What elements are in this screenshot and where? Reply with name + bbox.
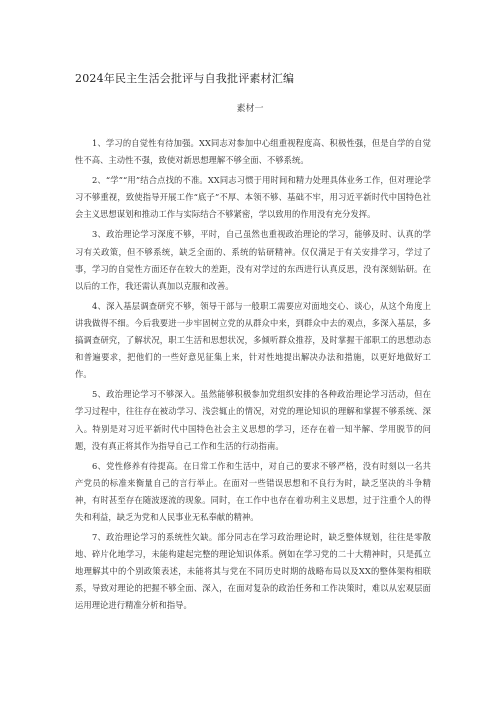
paragraph-5: 5、政治理论学习不够深入。虽然能够积极参加党组织安排的各种政治理论学习活动，但在学习过程中，往往存在被动学习、浅尝辄止的情况，对党的理论知识的理解和掌握不够系统、深入。特别是对习近平新时代中国特色社会主义思想的学习，还存在着一知半解、学用脱节的问题，没有真正将其作为指导自己工作和生活的行动指南。 — [75, 389, 431, 451]
section-title: 素材一 — [236, 104, 264, 114]
paragraph-6: 6、党性修养有待提高。在日常工作和生活中，对自己的要求不够严格，没有时刻以一名共产党员的标准来衡量自己的言行举止。在面对一些错误思想和不良行为时，缺乏坚决的斗争精神，有时甚至存在随波逐流的现象。同时，在工作中也存在着功利主义思想，过于注重个人的得失和利益，缺乏为党和人民事业无私奉献的精神。 — [75, 460, 431, 522]
paragraph-3: 3、政治理论学习深度不够，平时，自己虽然也重视政治理论的学习，能够及时、认真的学习有关政策，但不够系统，缺乏全面的、系统的钻研精神。仅仅满足于有关安排学习，学过了事，学习的自觉性方面还存在较大的差距，没有对学过的东西进行认真反思，没有深刻钻研。在以后的工作，我还需认真加以克服和改善。 — [75, 229, 431, 291]
paragraph-1: 1、学习的自觉性有待加强。XX同志对参加中心组重视程度高、积极性强，但是自学的自觉性不高、主动性不强，致使对新思想理解不够全面、不够系统。 — [75, 138, 431, 166]
document-title: 2024年民主生活会批评与自我批评素材汇编 — [75, 72, 295, 85]
paragraph-2: 2、“学”“用”结合点找的不准。XX同志习惯于用时间和精力处理具体业务工作，但对理论学习不够重视，致使指导开展工作“底子”不厚、本领不够、基础不牢，用习近平新时代中国特色社会主义思想谋划和推动工作与实际结合不够紧密，学以致用的作用没有充分发挥。 — [75, 175, 431, 220]
document-body — [75, 135, 431, 618]
paragraph-4: 4、深入基层调查研究不够，领导干部与一般职工需要应对面地交心、谈心，从这个角度上讲我做得不细。今后我要进一步牢固树立党的从群众中来，到群众中去的观点，多深入基层，多搞调查研究，了解状况，职工生活和思想状况，多倾听群众推荐，及时掌握干部职工的思想动态和普遍要求，把他们的一些好意见征集上来，针对性地提出解决办法和措施，以更好地做好工作。 — [75, 300, 431, 380]
paragraph-7: 7、政治理论学习的系统性欠缺。部分同志在学习政治理论时，缺乏整体规划，往往是零散地、碎片化地学习，未能构建起完整的理论知识体系。例如在学习党的二十大精神时，只是孤立地理解其中的个别政策表述，未能将其与党在不同历史时期的战略布局以及XX的整体架构相联系，导致对理论的把握不够全面、深入，在面对复杂的政治任务和工作决策时，难以从宏观层面运用理论进行精准分析和指导。 — [75, 532, 431, 611]
